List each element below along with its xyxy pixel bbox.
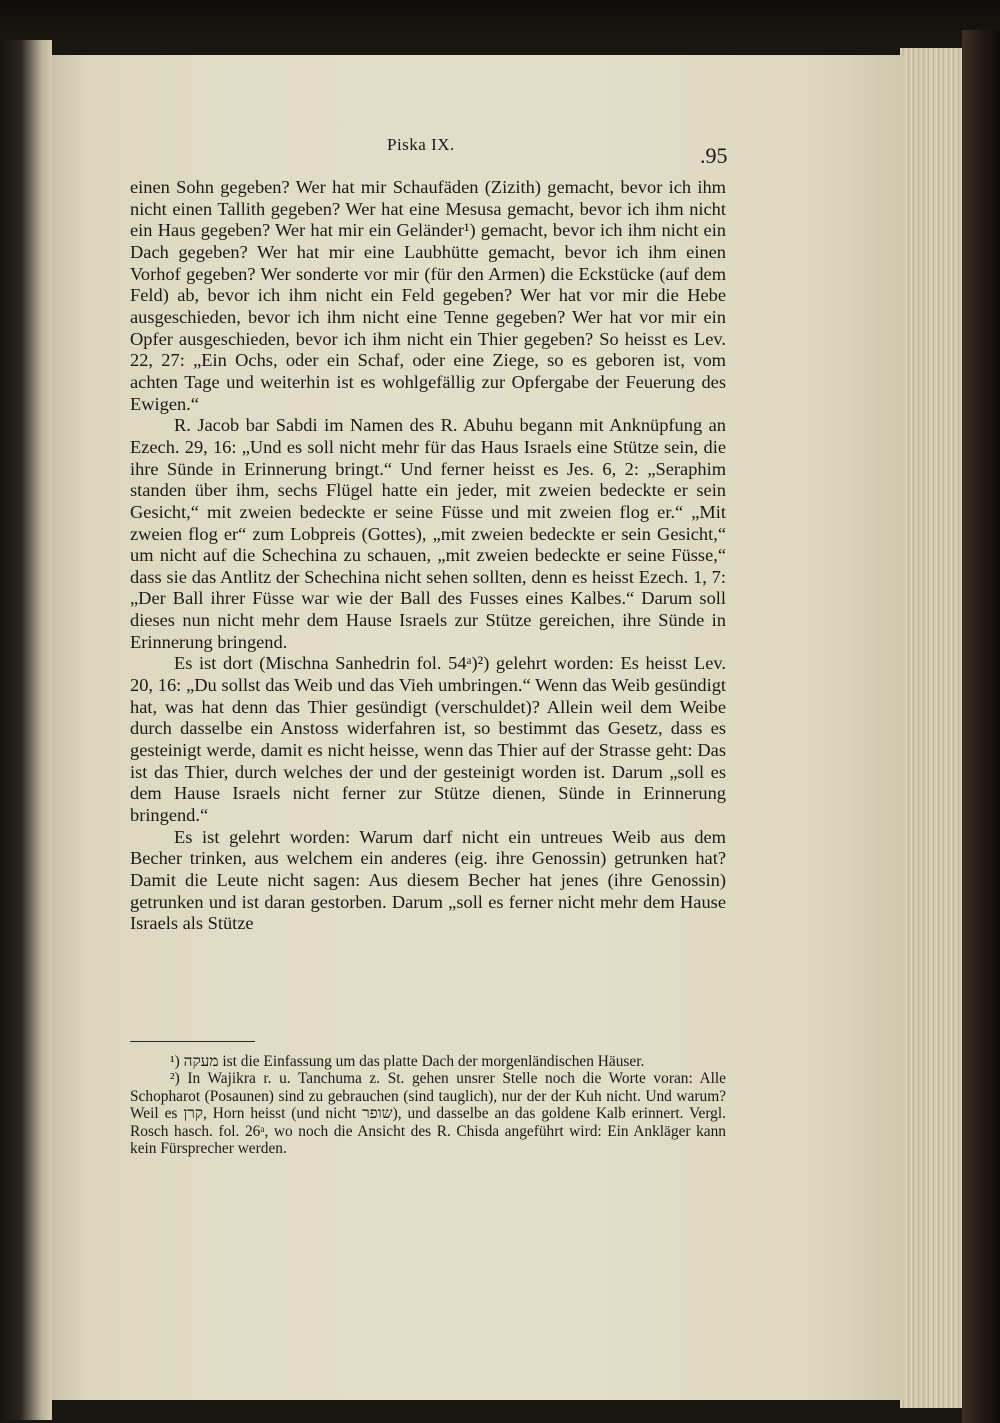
- book-page: [52, 55, 904, 1400]
- footnote-rule: [130, 1041, 255, 1042]
- paragraph-1: einen Sohn gegeben? Wer hat mir Schaufäden (Zizith) gemacht, bevor ich ihm nicht einen Tallith gegeben? Wer hat eine Mesusa gemacht, bevor ich ihm nicht ein Haus gegeben? Wer hat mir ein Geländer¹) gemacht, bevor ich ihm nicht ein Dach gegeben? Wer hat mir eine Laubhütte gemacht, bevor ich ihm einen Vorhof gegeben? Wer sonderte vor mir (für den Armen) die Eckstücke (auf dem Feld) ab, bevor ich ihm nicht ein Feld gegeben? Wer hat vor mir die Hebe ausgeschieden, bevor ich ihm nicht eine Tenne gegeben? Wer hat vor mir ein Opfer ausgeschieden, bevor ich ihm nicht ein Thier gegeben? So heisst es Lev. 22, 27: „Ein Ochs, oder ein Schaf, oder eine Ziege, so es geboren ist, vom achten Tage und weiterhin ist es wohlgefällig zur Opfergabe der Feuerung des Ewigen.“: [130, 177, 726, 414]
- page-header: [52, 135, 904, 168]
- previous-page-edge: [0, 40, 52, 1420]
- paragraph-3: Es ist dort (Mischna Sanhedrin fol. 54ᵃ)²) gelehrt worden: Es heisst Lev. 20, 16: „Du sollst das Weib und das Vieh umbringen.“ Wenn das Weib gesündigt hat, was hat denn das Thier gesündigt (verschuldet)? Allein weil dem Weibe durch dasselbe ein Anstoss widerfahren ist, so bestimmt das Gesetz, dass es gesteinigt werde, damit es nicht heisse, wenn das Thier auf der Strasse geht: Das ist das Thier, durch welches der und der gesteinigt worden ist. Darum „soll es dem Hause Israels nicht ferner zur Stütze dienen, Sünde in Erinnerung bringend.“: [130, 653, 726, 826]
- paragraph-2: R. Jacob bar Sabdi im Namen des R. Abuhu begann mit Anknüpfung an Ezech. 29, 16: „Und es soll nicht mehr für das Haus Israels eine Stütze sein, die ihre Sünde in Erinnerung bringt.“ Und ferner heisst es Jes. 6, 2: „Seraphim standen über ihm, sechs Flügel hatte ein jeder, mit zweien bedeckte er sein Gesicht,“ mit zweien bedeckte er seine Füsse und mit zweien flog er.“ „Mit zweien flog er“ zum Lobpreis (Gottes), „mit zweien bedeckte er sein Gesicht,“ um nicht auf die Schechina zu schauen, „mit zweien bedeckte er seine Füsse,“ dass sie das Antlitz der Schechina nicht sehen sollten, denn es heisst Ezech. 1, 7: „Der Ball ihrer Füsse war wie der Ball des Fusses eines Kalbes.“ Darum soll dieses nun nicht mehr dem Hause Israels zur Stütze gereichen, ihre Sünde in Erinnerung bringend.: [130, 415, 726, 652]
- paragraph-4: Es ist gelehrt worden: Warum darf nicht ein untreues Weib aus dem Becher trinken, aus welchem ein anderes (eig. ihre Genossin) getrunken hat? Damit die Leute nicht sagen: Aus diesem Becher hat jenes (ihre Genossin) getrunken und ist daran gestorben. Darum „soll es ferner nicht mehr dem Hause Israels als Stütze: [130, 826, 726, 934]
- page-number: .95: [700, 143, 728, 168]
- footnote-1: ¹) מעקה ist die Einfassung um das platte Dach der morgenländischen Häuser.: [170, 1053, 645, 1070]
- footnotes: [130, 1053, 726, 1157]
- main-text: [130, 177, 726, 935]
- running-head: Piska IX.: [387, 135, 455, 154]
- page-stack-edges: [900, 48, 962, 1408]
- scan-background-top: [0, 0, 1000, 48]
- footnote-2: ²) In Wajikra r. u. Tanchuma z. St. gehen unsrer Stelle noch die Worte voran: Alle Schopharot (Posaunen) sind zu gebrauchen (sind tauglich), nur der der Kuh nicht. Und warum? Weil es קרן, Horn heisst (und nicht שופר), und dasselbe an das goldene Kalb erinnert. Vergl. Rosch hasch. fol. 26ᵃ, wo noch die Ansicht des R. Chisda angeführt wird: Ein Ankläger kann kein Fürsprecher werden.: [130, 1070, 726, 1158]
- book-cover-edge: [962, 30, 1000, 1423]
